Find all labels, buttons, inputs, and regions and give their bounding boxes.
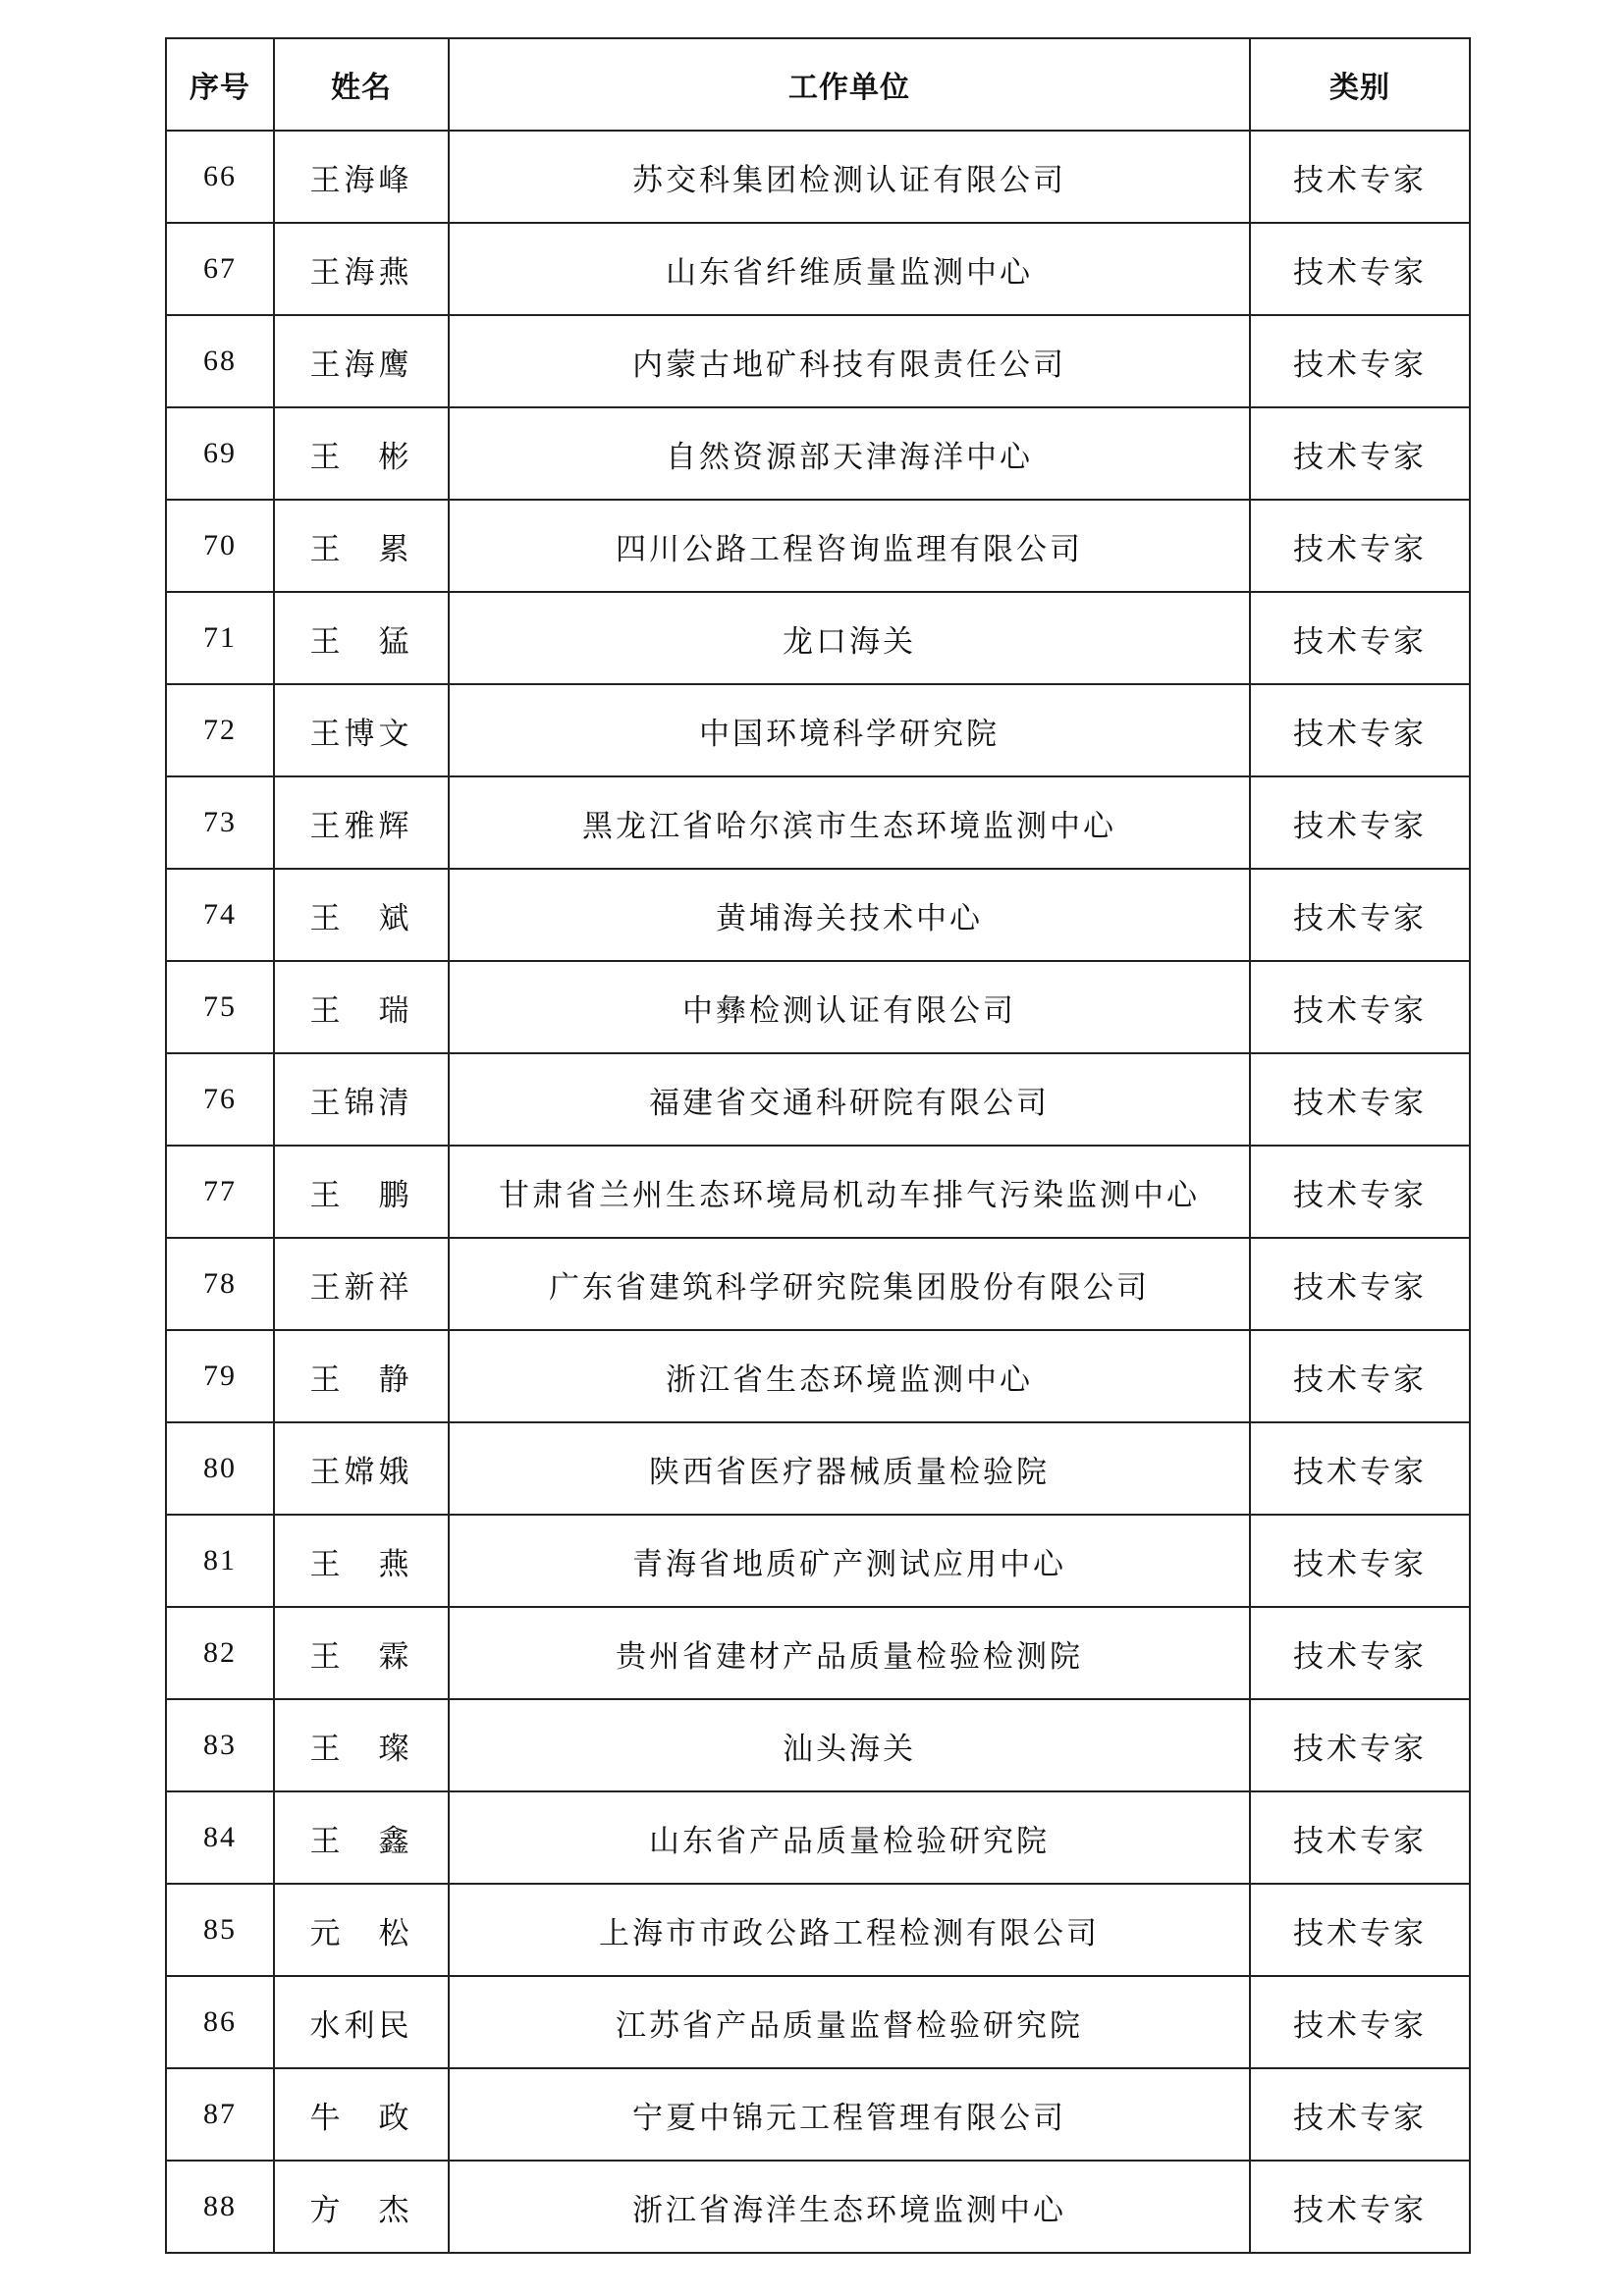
cell-name bbox=[274, 869, 449, 961]
person-name: 王海峰 bbox=[309, 162, 413, 198]
table-row bbox=[166, 1330, 1470, 1422]
cell-category: 技术专家 bbox=[1250, 1515, 1470, 1607]
table-row bbox=[166, 407, 1470, 500]
person-name: 王海燕 bbox=[309, 254, 413, 291]
table-row bbox=[166, 131, 1470, 223]
cell-no: 75 bbox=[166, 961, 274, 1053]
table-row bbox=[166, 1053, 1470, 1146]
person-name: 王 静 bbox=[309, 1362, 413, 1398]
cell-name bbox=[274, 1515, 449, 1607]
table-row bbox=[166, 1791, 1470, 1884]
cell-unit: 福建省交通科研院有限公司 bbox=[449, 1053, 1250, 1146]
header-category: 类别 bbox=[1250, 38, 1470, 131]
cell-name bbox=[274, 2161, 449, 2253]
cell-name bbox=[274, 1884, 449, 1976]
cell-no: 74 bbox=[166, 869, 274, 961]
cell-name bbox=[274, 592, 449, 684]
cell-name bbox=[274, 961, 449, 1053]
cell-no: 82 bbox=[166, 1607, 274, 1699]
cell-name bbox=[274, 223, 449, 315]
cell-no: 88 bbox=[166, 2161, 274, 2253]
cell-name bbox=[274, 2068, 449, 2161]
header-unit: 工作单位 bbox=[449, 38, 1250, 131]
cell-name bbox=[274, 1607, 449, 1699]
table-row bbox=[166, 961, 1470, 1053]
table-row bbox=[166, 1238, 1470, 1330]
person-name: 王 鹏 bbox=[309, 1177, 413, 1213]
person-name: 王 鑫 bbox=[309, 1823, 413, 1859]
cell-category: 技术专家 bbox=[1250, 1146, 1470, 1238]
person-name: 王 猛 bbox=[309, 623, 413, 660]
cell-no: 66 bbox=[166, 131, 274, 223]
cell-category: 技术专家 bbox=[1250, 2161, 1470, 2253]
document-page bbox=[165, 37, 1469, 2254]
cell-category: 技术专家 bbox=[1250, 1238, 1470, 1330]
cell-category: 技术专家 bbox=[1250, 869, 1470, 961]
person-name: 王 燕 bbox=[309, 1546, 413, 1582]
cell-category: 技术专家 bbox=[1250, 1699, 1470, 1791]
cell-unit: 汕头海关 bbox=[449, 1699, 1250, 1791]
cell-name bbox=[274, 407, 449, 500]
table-row bbox=[166, 2068, 1470, 2161]
cell-unit: 中彝检测认证有限公司 bbox=[449, 961, 1250, 1053]
cell-unit: 内蒙古地矿科技有限责任公司 bbox=[449, 315, 1250, 407]
cell-name bbox=[274, 776, 449, 869]
cell-name bbox=[274, 1146, 449, 1238]
cell-unit: 江苏省产品质量监督检验研究院 bbox=[449, 1976, 1250, 2068]
cell-category: 技术专家 bbox=[1250, 1791, 1470, 1884]
cell-unit: 浙江省海洋生态环境监测中心 bbox=[449, 2161, 1250, 2253]
cell-no: 85 bbox=[166, 1884, 274, 1976]
cell-category: 技术专家 bbox=[1250, 223, 1470, 315]
person-name: 水利民 bbox=[309, 2007, 413, 2044]
table-row bbox=[166, 500, 1470, 592]
cell-category: 技术专家 bbox=[1250, 1053, 1470, 1146]
cell-category: 技术专家 bbox=[1250, 776, 1470, 869]
cell-category: 技术专家 bbox=[1250, 2068, 1470, 2161]
cell-name bbox=[274, 1976, 449, 2068]
cell-category: 技术专家 bbox=[1250, 1607, 1470, 1699]
table-row bbox=[166, 592, 1470, 684]
cell-no: 67 bbox=[166, 223, 274, 315]
cell-category: 技术专家 bbox=[1250, 1884, 1470, 1976]
table-row bbox=[166, 2161, 1470, 2253]
expert-list-table bbox=[165, 37, 1471, 2254]
person-name: 王 瑞 bbox=[309, 992, 413, 1029]
cell-name bbox=[274, 1330, 449, 1422]
cell-no: 70 bbox=[166, 500, 274, 592]
cell-category: 技术专家 bbox=[1250, 131, 1470, 223]
person-name: 王新祥 bbox=[309, 1269, 413, 1306]
person-name: 王 累 bbox=[309, 531, 413, 567]
cell-no: 86 bbox=[166, 1976, 274, 2068]
cell-name bbox=[274, 500, 449, 592]
cell-category: 技术专家 bbox=[1250, 1422, 1470, 1515]
cell-unit: 四川公路工程咨询监理有限公司 bbox=[449, 500, 1250, 592]
table-header bbox=[166, 38, 1470, 131]
cell-no: 84 bbox=[166, 1791, 274, 1884]
table-row bbox=[166, 1699, 1470, 1791]
cell-unit: 贵州省建材产品质量检验检测院 bbox=[449, 1607, 1250, 1699]
table-row bbox=[166, 223, 1470, 315]
person-name: 方 杰 bbox=[309, 2192, 413, 2228]
cell-name bbox=[274, 1699, 449, 1791]
cell-name bbox=[274, 1791, 449, 1884]
cell-unit: 山东省纤维质量监测中心 bbox=[449, 223, 1250, 315]
person-name: 王 璨 bbox=[309, 1731, 413, 1767]
person-name: 王嫦娥 bbox=[309, 1454, 413, 1490]
cell-category: 技术专家 bbox=[1250, 1330, 1470, 1422]
cell-no: 78 bbox=[166, 1238, 274, 1330]
cell-unit: 山东省产品质量检验研究院 bbox=[449, 1791, 1250, 1884]
cell-category: 技术专家 bbox=[1250, 500, 1470, 592]
table-row bbox=[166, 684, 1470, 776]
cell-category: 技术专家 bbox=[1250, 1976, 1470, 2068]
cell-category: 技术专家 bbox=[1250, 407, 1470, 500]
cell-no: 76 bbox=[166, 1053, 274, 1146]
person-name: 王 斌 bbox=[309, 900, 413, 936]
header-row bbox=[166, 38, 1470, 131]
cell-unit: 黄埔海关技术中心 bbox=[449, 869, 1250, 961]
person-name: 王 彬 bbox=[309, 439, 413, 475]
cell-unit: 中国环境科学研究院 bbox=[449, 684, 1250, 776]
cell-no: 87 bbox=[166, 2068, 274, 2161]
table-row bbox=[166, 776, 1470, 869]
cell-category: 技术专家 bbox=[1250, 592, 1470, 684]
cell-unit: 龙口海关 bbox=[449, 592, 1250, 684]
table-row bbox=[166, 1515, 1470, 1607]
cell-no: 83 bbox=[166, 1699, 274, 1791]
cell-unit: 宁夏中锦元工程管理有限公司 bbox=[449, 2068, 1250, 2161]
table-body bbox=[166, 131, 1470, 2253]
table-row bbox=[166, 1422, 1470, 1515]
person-name: 元 松 bbox=[309, 1915, 413, 1951]
cell-name bbox=[274, 131, 449, 223]
cell-unit: 陕西省医疗器械质量检验院 bbox=[449, 1422, 1250, 1515]
cell-name bbox=[274, 1238, 449, 1330]
person-name: 王锦清 bbox=[309, 1085, 413, 1121]
cell-unit: 浙江省生态环境监测中心 bbox=[449, 1330, 1250, 1422]
table-row bbox=[166, 315, 1470, 407]
cell-no: 72 bbox=[166, 684, 274, 776]
cell-unit: 上海市市政公路工程检测有限公司 bbox=[449, 1884, 1250, 1976]
cell-unit: 黑龙江省哈尔滨市生态环境监测中心 bbox=[449, 776, 1250, 869]
person-name: 王 霖 bbox=[309, 1638, 413, 1675]
cell-no: 81 bbox=[166, 1515, 274, 1607]
cell-unit: 苏交科集团检测认证有限公司 bbox=[449, 131, 1250, 223]
person-name: 王博文 bbox=[309, 716, 413, 752]
cell-name bbox=[274, 684, 449, 776]
table-row bbox=[166, 1607, 1470, 1699]
person-name: 牛 政 bbox=[309, 2100, 413, 2136]
person-name: 王海鹰 bbox=[309, 347, 413, 383]
cell-unit: 广东省建筑科学研究院集团股份有限公司 bbox=[449, 1238, 1250, 1330]
header-no: 序号 bbox=[166, 38, 274, 131]
cell-no: 71 bbox=[166, 592, 274, 684]
table-row bbox=[166, 1884, 1470, 1976]
cell-no: 80 bbox=[166, 1422, 274, 1515]
table-row bbox=[166, 1146, 1470, 1238]
table-row bbox=[166, 1976, 1470, 2068]
cell-unit: 青海省地质矿产测试应用中心 bbox=[449, 1515, 1250, 1607]
cell-category: 技术专家 bbox=[1250, 961, 1470, 1053]
cell-name bbox=[274, 1053, 449, 1146]
cell-no: 73 bbox=[166, 776, 274, 869]
cell-category: 技术专家 bbox=[1250, 684, 1470, 776]
person-name: 王雅辉 bbox=[309, 808, 413, 844]
cell-no: 77 bbox=[166, 1146, 274, 1238]
cell-name bbox=[274, 315, 449, 407]
cell-unit: 甘肃省兰州生态环境局机动车排气污染监测中心 bbox=[449, 1146, 1250, 1238]
cell-category: 技术专家 bbox=[1250, 315, 1470, 407]
cell-no: 68 bbox=[166, 315, 274, 407]
cell-no: 79 bbox=[166, 1330, 274, 1422]
cell-name bbox=[274, 1422, 449, 1515]
header-name: 姓名 bbox=[274, 38, 449, 131]
cell-no: 69 bbox=[166, 407, 274, 500]
cell-unit: 自然资源部天津海洋中心 bbox=[449, 407, 1250, 500]
table-row bbox=[166, 869, 1470, 961]
